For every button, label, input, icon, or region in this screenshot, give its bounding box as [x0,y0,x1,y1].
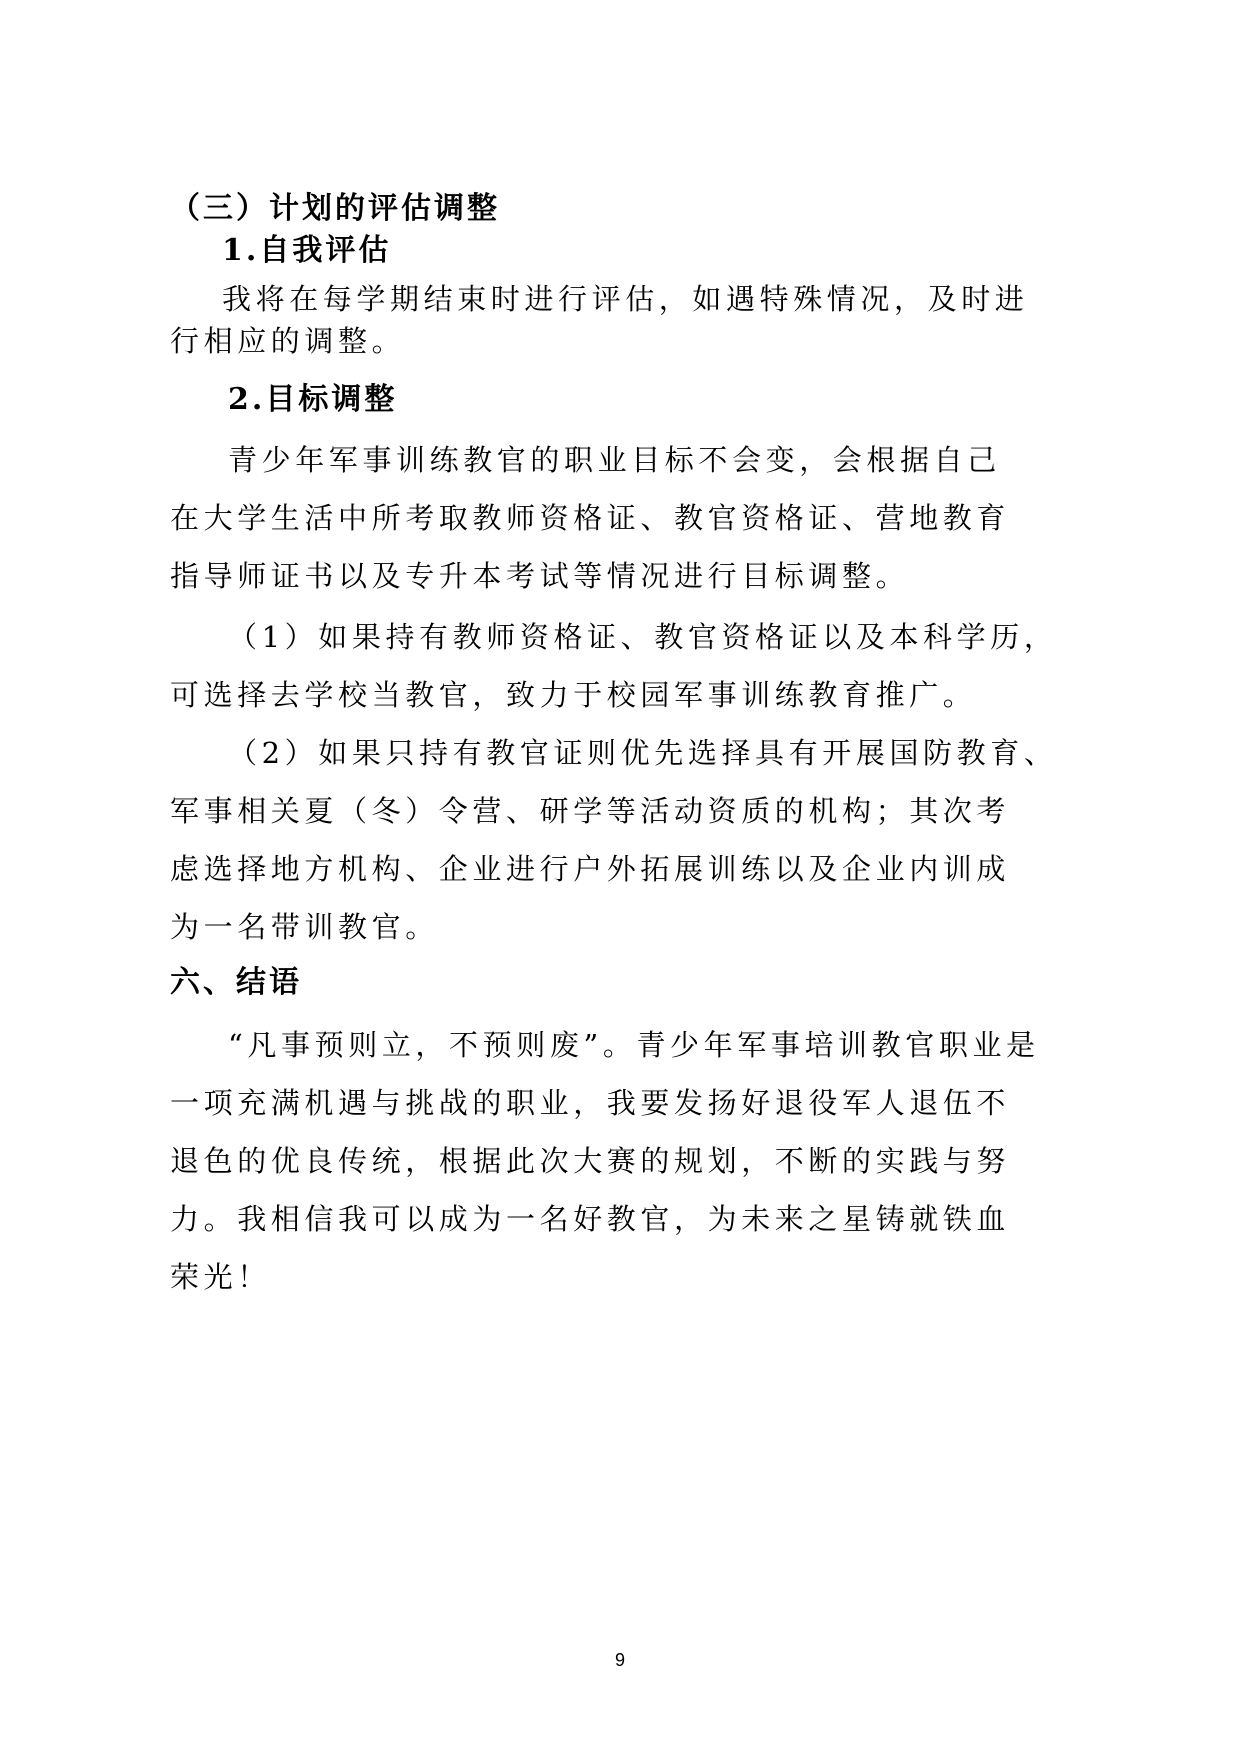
paragraph-line: 荣光！ [170,1260,271,1294]
paragraph-line: 指导师证书以及专升本考试等情况进行目标调整。 [170,559,910,593]
subheading-goal-adjustment: 2.目标调整 [228,382,398,417]
paragraph-line: 行相应的调整。 [170,324,406,358]
paragraph-line: 虑选择地方机构、企业进行户外拓展训练以及企业内训成 [170,852,1011,886]
page-number: 9 [614,1650,625,1670]
subheading-self-evaluation: 1.自我评估 [222,233,392,268]
paragraph-line: 可选择去学校当教官，致力于校园军事训练教育推广。 [170,678,977,712]
paragraph-line: 青少年军事训练教官的职业目标不会变，会根据自己 [228,443,1001,477]
paragraph-line: “凡事预则立，不预则废”。青少年军事培训教官职业是 [228,1028,1040,1062]
paragraph-line: 我将在每学期结束时进行评估，如遇特殊情况，及时进 [222,282,1029,316]
paragraph-line: （2）如果只持有教官证则优先选择具有开展国防教育、 [228,736,1058,770]
section-3-heading: （三）计划的评估调整 [170,191,500,226]
paragraph-line: 为一名带训教官。 [170,910,439,944]
section-6-heading: 六、结语 [170,965,302,1000]
paragraph-line: 在大学生活中所考取教师资格证、教官资格证、营地教育 [170,501,1011,535]
paragraph-line: 军事相关夏（冬）令营、研学等活动资质的机构；其次考 [170,794,1011,828]
paragraph-line: 退色的优良传统，根据此次大赛的规划，不断的实践与努 [170,1144,1011,1178]
paragraph-line: （1）如果持有教师资格证、教官资格证以及本科学历， [228,620,1058,654]
paragraph-line: 力。我相信我可以成为一名好教官，为未来之星铸就铁血 [170,1202,1011,1236]
paragraph-line: 一项充满机遇与挑战的职业，我要发扬好退役军人退伍不 [170,1086,1011,1120]
